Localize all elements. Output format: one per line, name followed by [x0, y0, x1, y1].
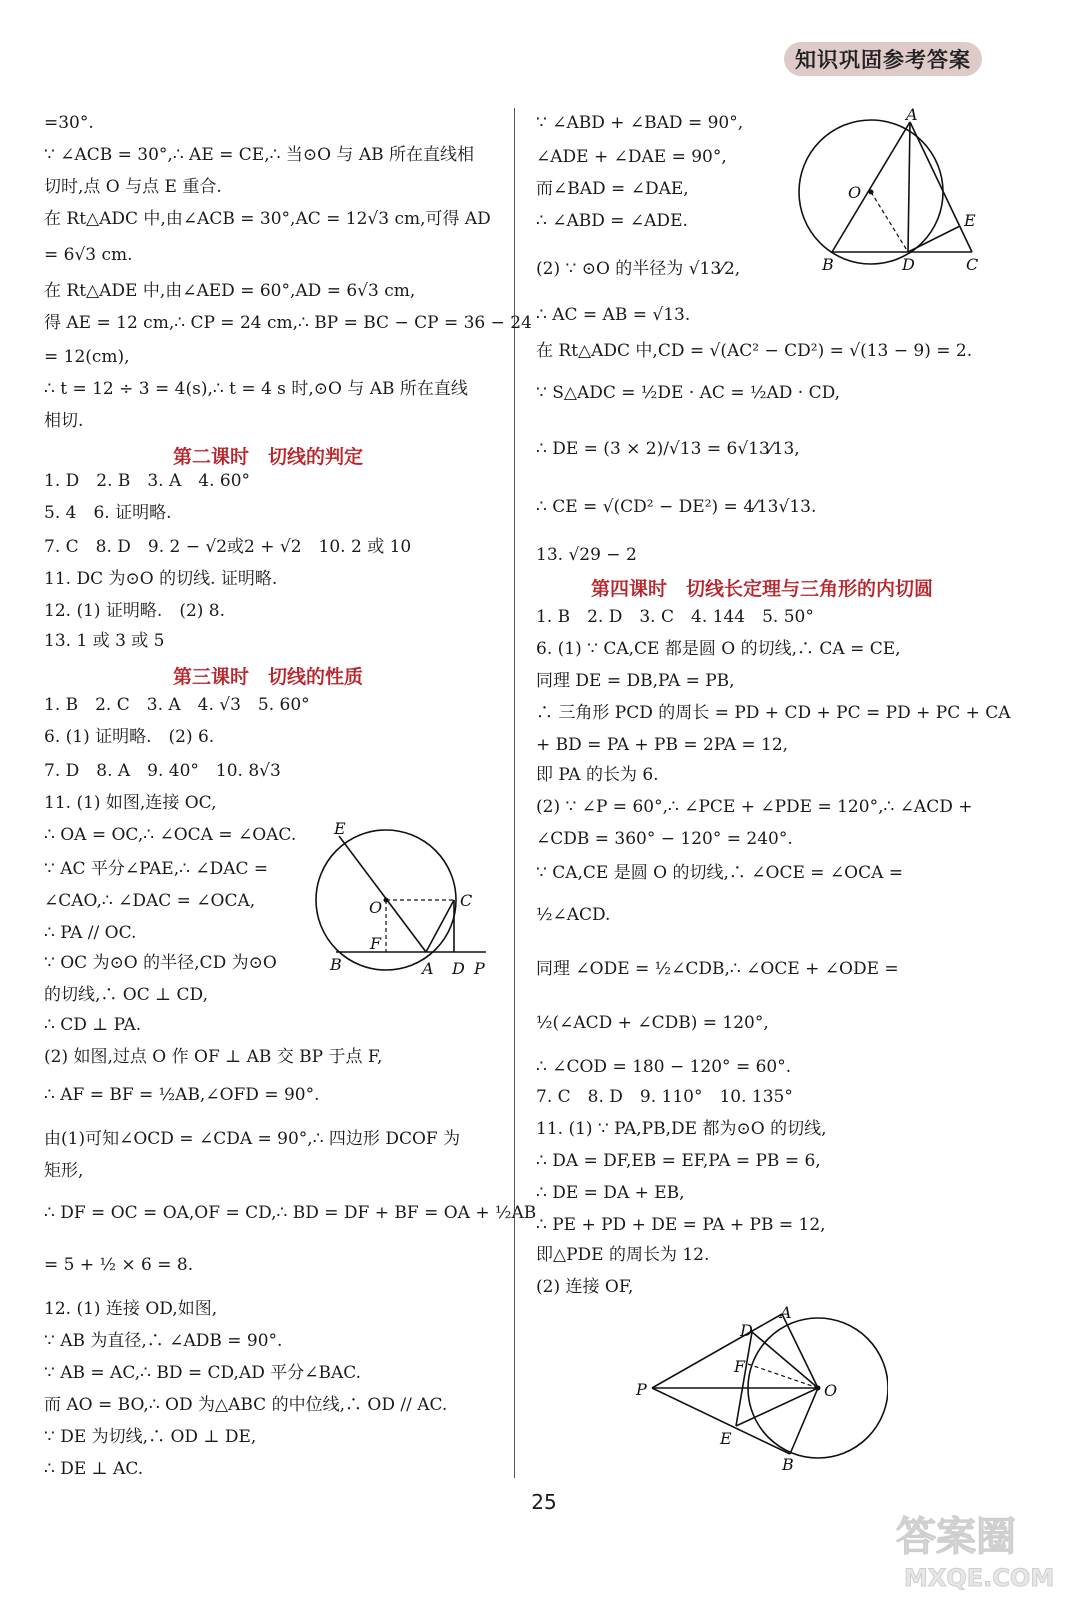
text-line: 6. (1) 证明略. (2) 6.: [44, 727, 215, 747]
text-line: = 12(cm),: [44, 347, 130, 367]
text-line: ∵ S△ADC = ½DE · AC = ½AD · CD,: [536, 383, 840, 403]
text-line: 12. (1) 连接 OD,如图,: [44, 1299, 218, 1319]
text-line: 1. B 2. D 3. C 4. 144 5. 50°: [536, 607, 814, 627]
point-label: O: [824, 1381, 838, 1400]
text-line: 13. 1 或 3 或 5: [44, 631, 165, 651]
text-line: ∵ AB 为直径,∴ ∠ADB = 90°.: [44, 1331, 283, 1351]
figure-circle-tangent-1: [314, 818, 494, 980]
point-label: E: [334, 819, 346, 838]
text-line: = 6√3 cm.: [44, 245, 133, 265]
text-line: 7. C 8. D 9. 2 − √2或2 + √2 10. 2 或 10: [44, 537, 412, 557]
point-label: C: [966, 255, 979, 274]
point-label: B: [782, 1455, 794, 1474]
point-label: A: [906, 108, 918, 124]
text-line: (2) ∵ ∠P = 60°,∴ ∠PCE + ∠PDE = 120°,∴ ∠ACD +: [536, 797, 973, 817]
text-line: 11. (1) ∵ PA,PB,DE 都为⊙O 的切线,: [536, 1119, 827, 1139]
svg-text:答案圈: 答案圈: [896, 1514, 1016, 1560]
point-label: D: [740, 1321, 753, 1340]
text-line: 6. (1) ∵ CA,CE 都是圆 O 的切线,∴ CA = CE,: [536, 639, 901, 659]
text-line: ∴ DF = OC = OA,OF = CD,∴ BD = DF + BF = OA + ½AB: [44, 1203, 537, 1223]
text-line: ∴ DE ⊥ AC.: [44, 1459, 144, 1479]
text-line: 1. D 2. B 3. A 4. 60°: [44, 471, 251, 491]
text-line: ∵ CA,CE 是圆 O 的切线,∴ ∠OCE = ∠OCA =: [536, 863, 904, 883]
text-line: 13. √29 − 2: [536, 545, 637, 565]
figure-tangent-lengths-3: [632, 1300, 888, 1476]
point-label: A: [422, 959, 434, 978]
point-label: A: [780, 1303, 792, 1322]
text-line: 1. B 2. C 3. A 4. √3 5. 60°: [44, 695, 310, 715]
text-line: 的切线,∴ OC ⊥ CD,: [44, 985, 208, 1005]
text-line: =30°.: [44, 113, 94, 133]
text-line: ∴ DA = DF,EB = EF,PA = PB = 6,: [536, 1151, 821, 1171]
text-line: 12. (1) 证明略. (2) 8.: [44, 601, 226, 621]
text-line: ½∠ACD.: [536, 905, 611, 925]
text-line: ∵ AB = AC,∴ BD = CD,AD 平分∠BAC.: [44, 1363, 362, 1383]
text-line: 由(1)可知∠OCD = ∠CDA = 90°,∴ 四边形 DCOF 为: [44, 1129, 461, 1149]
text-line: 即△PDE 的周长为 12.: [536, 1245, 710, 1265]
text-line: ∴ 三角形 PCD 的周长 = PD + CD + PC = PD + PC + CA: [536, 703, 1011, 723]
text-line: ∴ t = 12 ÷ 3 = 4(s),∴ t = 4 s 时,⊙O 与 AB 所在直线: [44, 379, 468, 399]
point-label: P: [474, 959, 485, 978]
text-line: 在 Rt△ADE 中,由∠AED = 60°,AD = 6√3 cm,: [44, 281, 416, 301]
point-label: O: [848, 183, 862, 202]
section-heading: 第四课时 切线长定理与三角形的内切圆: [590, 578, 933, 600]
text-line: 而∠BAD = ∠DAE,: [536, 179, 689, 199]
figure-circle-triangle-2: [794, 108, 990, 278]
text-line: ∴ AF = BF = ½AB,∠OFD = 90°.: [44, 1085, 320, 1105]
text-line: 11. DC 为⊙O 的切线. 证明略.: [44, 569, 278, 589]
point-label: F: [734, 1357, 746, 1376]
text-line: ∴ DE = DA + EB,: [536, 1183, 685, 1203]
text-line: ∴ PA // OC.: [44, 923, 137, 943]
point-label: B: [822, 255, 834, 274]
text-line: 5. 4 6. 证明略.: [44, 503, 172, 523]
text-line: ∴ DE = (3 × 2)/√13 = 6√13⁄13,: [536, 439, 800, 459]
text-line: ∴ AC = AB = √13.: [536, 305, 691, 325]
text-line: ∵ DE 为切线,∴ OD ⊥ DE,: [44, 1427, 257, 1447]
text-line: ∴ ∠COD = 180 − 120° = 60°.: [536, 1057, 792, 1077]
text-line: ∴ OA = OC,∴ ∠OCA = ∠OAC.: [44, 825, 297, 845]
point-label: E: [720, 1429, 732, 1448]
point-label: P: [636, 1380, 647, 1399]
text-line: ∴ ∠ABD = ∠ADE.: [536, 211, 688, 231]
text-line: ∴ CD ⊥ PA.: [44, 1015, 142, 1035]
text-line: ∴ PE + PD + DE = PA + PB = 12,: [536, 1215, 826, 1235]
text-line: 相切.: [44, 411, 84, 431]
point-label: D: [452, 959, 465, 978]
watermark-logo: [890, 1500, 1070, 1595]
text-line: (2) ∵ ⊙O 的半径为 √13⁄2,: [536, 259, 741, 279]
text-line: 即 PA 的长为 6.: [536, 765, 659, 785]
point-label: C: [460, 891, 473, 910]
text-line: 而 AO = BO,∴ OD 为△ABC 的中位线,∴ OD // AC.: [44, 1395, 448, 1415]
text-line: ∠CDB = 360° − 120° = 240°.: [536, 829, 793, 849]
text-line: ∴ CE = √(CD² − DE²) = 4⁄13√13.: [536, 497, 817, 517]
text-line: ∵ AC 平分∠PAE,∴ ∠DAC =: [44, 859, 269, 879]
text-line: + BD = PA + PB = 2PA = 12,: [536, 735, 789, 755]
text-line: 同理 ∠ODE = ½∠CDB,∴ ∠OCE + ∠ODE =: [536, 959, 899, 979]
text-line: ∠CAO,∴ ∠DAC = ∠OCA,: [44, 891, 256, 911]
text-line: ∵ ∠ACB = 30°,∴ AE = CE,∴ 当⊙O 与 AB 所在直线相: [44, 145, 474, 165]
text-line: 矩形,: [44, 1161, 84, 1181]
point-label: B: [330, 955, 342, 974]
text-line: = 5 + ½ × 6 = 8.: [44, 1255, 194, 1275]
svg-text:MXQE.COM: MXQE.COM: [904, 1564, 1055, 1592]
text-line: 在 Rt△ADC 中,由∠ACB = 30°,AC = 12√3 cm,可得 AD: [44, 209, 491, 229]
text-line: 在 Rt△ADC 中,CD = √(AC² − CD²) = √(13 − 9) = 2.: [536, 341, 973, 361]
text-line: 切时,点 O 与点 E 重合.: [44, 177, 222, 197]
point-label: E: [964, 211, 976, 230]
point-label: F: [370, 934, 382, 953]
text-line: ∵ ∠ABD + ∠BAD = 90°,: [536, 113, 744, 133]
point-label: O: [369, 898, 383, 917]
point-label: D: [902, 255, 915, 274]
page-number: 25: [531, 1490, 557, 1514]
section-heading: 第三课时 切线的性质: [172, 666, 363, 688]
section-heading: 第二课时 切线的判定: [172, 446, 363, 468]
text-line: 11. (1) 如图,连接 OC,: [44, 793, 217, 813]
text-line: 7. D 8. A 9. 40° 10. 8√3: [44, 761, 281, 781]
text-line: ∵ OC 为⊙O 的半径,CD 为⊙O: [44, 953, 277, 973]
text-line: ∠ADE + ∠DAE = 90°,: [536, 147, 727, 167]
text-line: (2) 如图,过点 O 作 OF ⊥ AB 交 BP 于点 F,: [44, 1047, 383, 1067]
section-badge: 知识巩固参考答案: [784, 42, 982, 76]
text-line: 同理 DE = DB,PA = PB,: [536, 671, 735, 691]
text-line: 得 AE = 12 cm,∴ CP = 24 cm,∴ BP = BC − CP = 36 − 24: [44, 313, 532, 333]
text-line: 7. C 8. D 9. 110° 10. 135°: [536, 1087, 793, 1107]
text-line: ½(∠ACD + ∠CDB) = 120°,: [536, 1013, 769, 1033]
text-line: (2) 连接 OF,: [536, 1277, 634, 1297]
